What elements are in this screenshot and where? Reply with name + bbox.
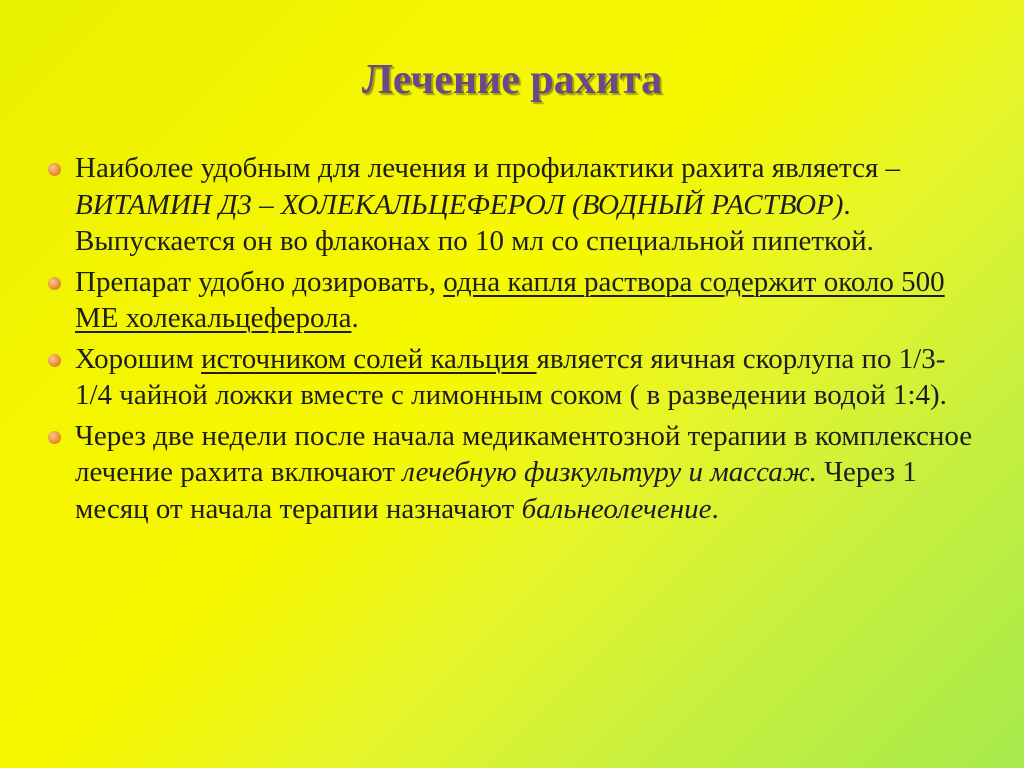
bullet-emphasis: ВИТАМИН Д3 – ХОЛЕКАЛЬЦЕФЕРОЛ (ВОДНЫЙ РАСТВОР) xyxy=(75,188,844,221)
bullet-text: . Выпускается он во флаконах по 10 мл со специальной пипеткой. xyxy=(75,188,874,257)
bullet-text: Препарат удобно дозировать, xyxy=(75,265,444,298)
bullet-dosage xyxy=(48,264,978,337)
bullet-dot-icon xyxy=(48,354,61,367)
bullet-text: . xyxy=(711,492,719,525)
bullet-text: Наиболее удобным для лечения и профилактики рахита является – xyxy=(75,152,901,184)
bullet-text: Через две недели после начала медикаментозной терапии в комплексное лечение рахита включают xyxy=(75,419,973,488)
bullet-dot-icon xyxy=(48,277,61,290)
bullet-underlined: одна капля раствора содержит около 500 МЕ холекальцеферола xyxy=(75,265,945,334)
bullet-therapy xyxy=(48,418,978,528)
bullet-underlined: источником солей кальция xyxy=(201,342,537,375)
bullet-dot-icon xyxy=(48,431,61,444)
bullet-text: является яичная скорлупа по 1/3-1/4 чайной ложки вместе с лимонным соком ( в разведении водой 1:4). xyxy=(75,342,947,411)
slide-title: Лечение рахита xyxy=(361,57,663,103)
bullet-emphasis: лечебную физкультуру и массаж. xyxy=(402,456,817,488)
bullet-emphasis: бальнеолечение xyxy=(521,492,712,525)
bullet-text: Через 1 месяц от начала терапии назначают xyxy=(75,456,917,525)
bullet-calcium xyxy=(48,341,978,414)
bullet-text: . xyxy=(351,302,359,334)
bullet-dot-icon xyxy=(48,163,61,176)
bullet-text: Хорошим xyxy=(75,342,202,375)
bullet-vitamin-d3 xyxy=(48,150,978,260)
bullet-list xyxy=(48,150,978,527)
